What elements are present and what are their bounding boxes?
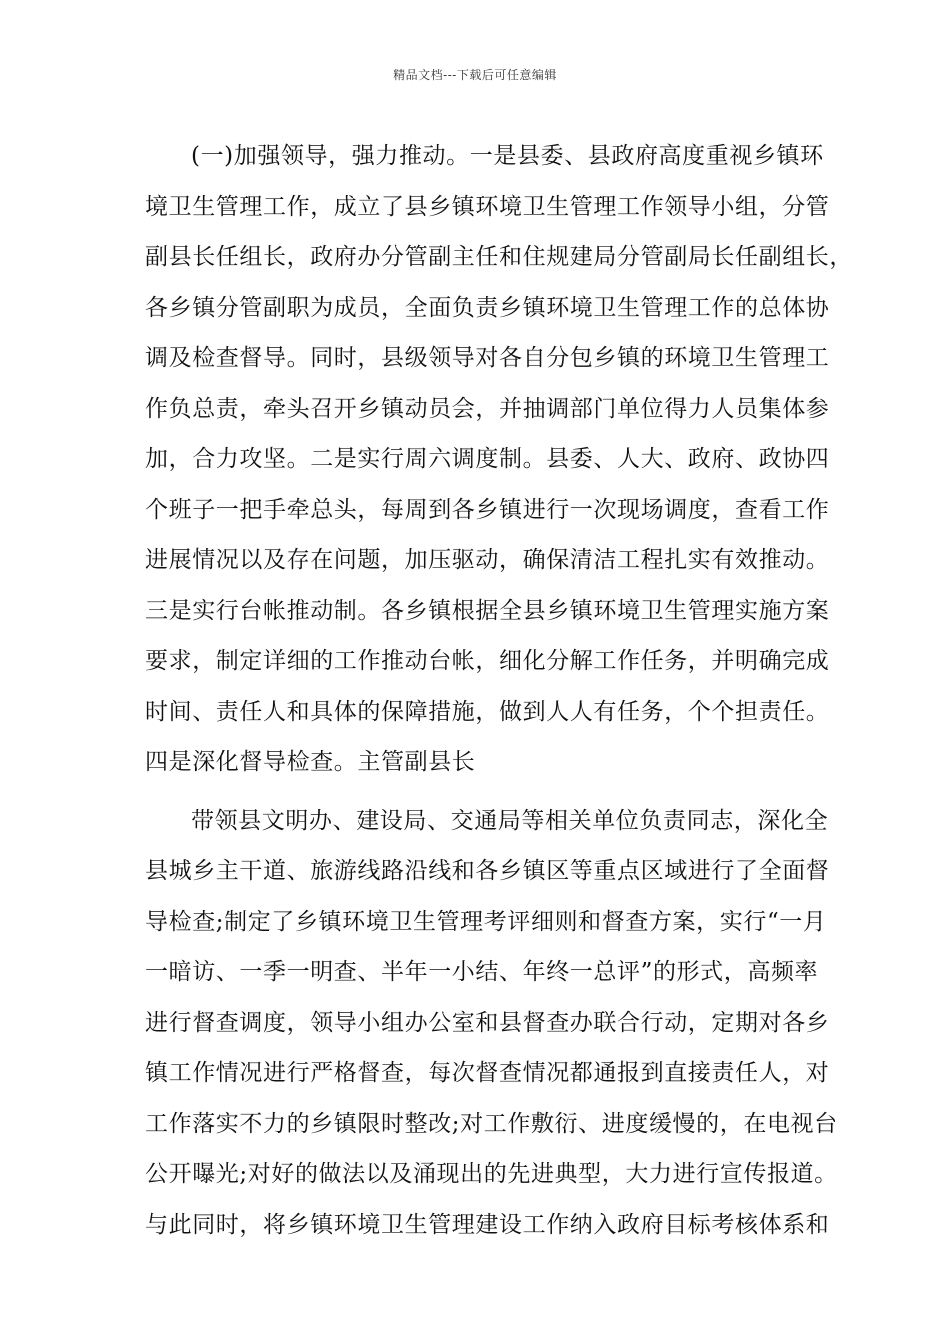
page-header: 精品文档---下载后可任意编辑 bbox=[393, 68, 557, 82]
text-line: 一暗访、一季一明查、半年一小结、年终一总评”的形式，高频率 bbox=[145, 959, 819, 985]
paragraph-spacer bbox=[145, 788, 825, 796]
text-line: 各乡镇分管副职为成员，全面负责乡镇环境卫生管理工作的总体协 bbox=[145, 294, 830, 321]
text-line: 公开曝光;对好的做法以及涌现出的先进典型，大力进行宣传报道。 bbox=[145, 1161, 838, 1187]
text-line: 进行督查调度，领导小组办公室和县督查办联合行动，定期对各乡 bbox=[145, 1009, 830, 1036]
text-line: 时间、责任人和具体的保障措施，做到人人有任务，个个担责任。 bbox=[145, 698, 830, 725]
text-line: 与此同时，将乡镇环境卫生管理建设工作纳入政府目标考核体系和 bbox=[145, 1211, 830, 1238]
text-line: 导检查;制定了乡镇环境卫生管理考评细则和督查方案，实行“一月 bbox=[145, 908, 827, 935]
text-line: (一)加强领导，强力推动。一是县委、县政府高度重视乡镇环 bbox=[191, 143, 824, 169]
text-line: 个班子一把手牵总头，每周到各乡镇进行一次现场调度，查看工作 bbox=[145, 496, 830, 523]
text-line: 四是深化督导检查。主管副县长 bbox=[145, 749, 476, 775]
text-line: 三是实行台帐推动制。各乡镇根据全县乡镇环境卫生管理实施方案 bbox=[145, 597, 830, 624]
text-line: 要求，制定详细的工作推动台帐，细化分解工作任务，并明确完成 bbox=[145, 648, 830, 674]
text-line: 镇工作情况进行严格督查，每次督查情况都通报到直接责任人，对 bbox=[145, 1060, 830, 1086]
document-body bbox=[145, 131, 853, 1250]
text-line: 工作落实不力的乡镇限时整改;对工作敷衍、进度缓慢的，在电视台 bbox=[145, 1110, 838, 1137]
text-line: 作负总责，牵头召开乡镇动员会，并抽调部门单位得力人员集体参 bbox=[145, 395, 830, 422]
text-line: 进展情况以及存在问题，加压驱动，确保清洁工程扎实有效推动。 bbox=[145, 547, 830, 573]
text-line: 加，合力攻坚。二是实行周六调度制。县委、人大、政府、政协四 bbox=[145, 446, 830, 472]
text-line: 境卫生管理工作，成立了县乡镇环境卫生管理工作领导小组，分管 bbox=[145, 193, 830, 220]
text-line: 县城乡主干道、旅游线路沿线和各乡镇区等重点区域进行了全面督 bbox=[145, 858, 830, 884]
paragraph-1 bbox=[145, 131, 853, 788]
text-line: 副县长任组长，政府办分管副主任和住规建局分管副局长任副组长， bbox=[145, 244, 853, 270]
text-line: 调及检查督导。同时，县级领导对各自分包乡镇的环境卫生管理工 bbox=[145, 345, 830, 371]
paragraph-2 bbox=[145, 796, 838, 1251]
text-line: 带领县文明办、建设局、交通局等相关单位负责同志，深化全 bbox=[191, 807, 829, 834]
